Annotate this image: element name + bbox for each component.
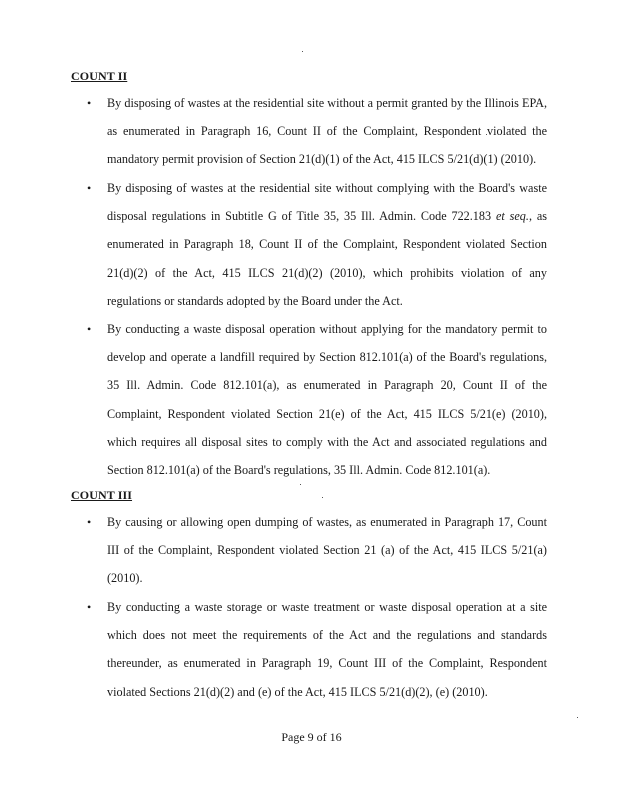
scan-speck [302, 51, 303, 52]
count-iii-item-2: By conducting a waste storage or waste treatment or waste disposal operation at a site which does not meet the requirements of the Act and the regulations and standards thereunder, as enumerated in Paragraph 19, Count III of the Complaint, Respondent violated Sections 21(d)(2) and (e) of the Act, 415 ILCS 5/21(d)(2), (e) (2010). [107, 600, 547, 699]
count-ii-item-2 [107, 174, 547, 315]
section-heading-count-ii: COUNT II [71, 69, 128, 83]
bullet-point: • [87, 96, 92, 110]
count-ii-item-1: By disposing of wastes at the residential site without a permit granted by the Illinois EPA, as enumerated in Paragraph 16, Count II of the Complaint, Respondent violated the mandatory permit provision of Section 21(d)(1) of the Act, 415 ILCS 5/21(d)(1) (2010). [107, 96, 547, 167]
bullet-point: • [87, 181, 92, 195]
count-ii-item-2-italic: et seq. [495, 209, 529, 224]
count-ii-item-2-text-b: , as enumerated in Paragraph 18, Count II of the Complaint, Respondent violated Section 21(d)(2) of the Act, 415 ILCS 21(d)(2) (2010), which prohibits violation of any regulations or standards adopted by the Board under the Act. [107, 209, 548, 308]
count-ii-item-3: By conducting a waste disposal operation without applying for the mandatory permit to develop and operate a landfill required by Section 812.101(a) of the Board's regulations, 35 Ill. Admin. Code 812.101(a), as enumerated in Paragraph 20, Count II of the Complaint, Respondent violated Section 21(e) of the Act, 415 ILCS 5/21(e) (2010), which requires all disposal sites to comply with the Act and associated regulations and Section 812.101(a) of the Board's regulations, 35 Ill. Admin. Code 812.101(a). [107, 322, 547, 478]
bullet-point: • [87, 322, 92, 336]
scan-speck [322, 497, 323, 498]
bullet-point: • [87, 600, 92, 614]
scan-speck [577, 717, 578, 718]
bullet-point: • [87, 515, 92, 529]
count-ii-item-2-text-a: By disposing of wastes at the residential site without complying with the Board's waste disposal regulations in Subtitle G of Title 35, 35 Ill. Admin. Code 722.183 [107, 181, 547, 224]
page-number-footer: Page 9 of 16 [281, 730, 342, 744]
section-heading-count-iii: COUNT III [71, 488, 133, 502]
count-iii-item-1: By causing or allowing open dumping of wastes, as enumerated in Paragraph 17, Count III of the Complaint, Respondent violated Section 21 (a) of the Act, 415 ILCS 5/21(a) (2010). [107, 515, 547, 586]
